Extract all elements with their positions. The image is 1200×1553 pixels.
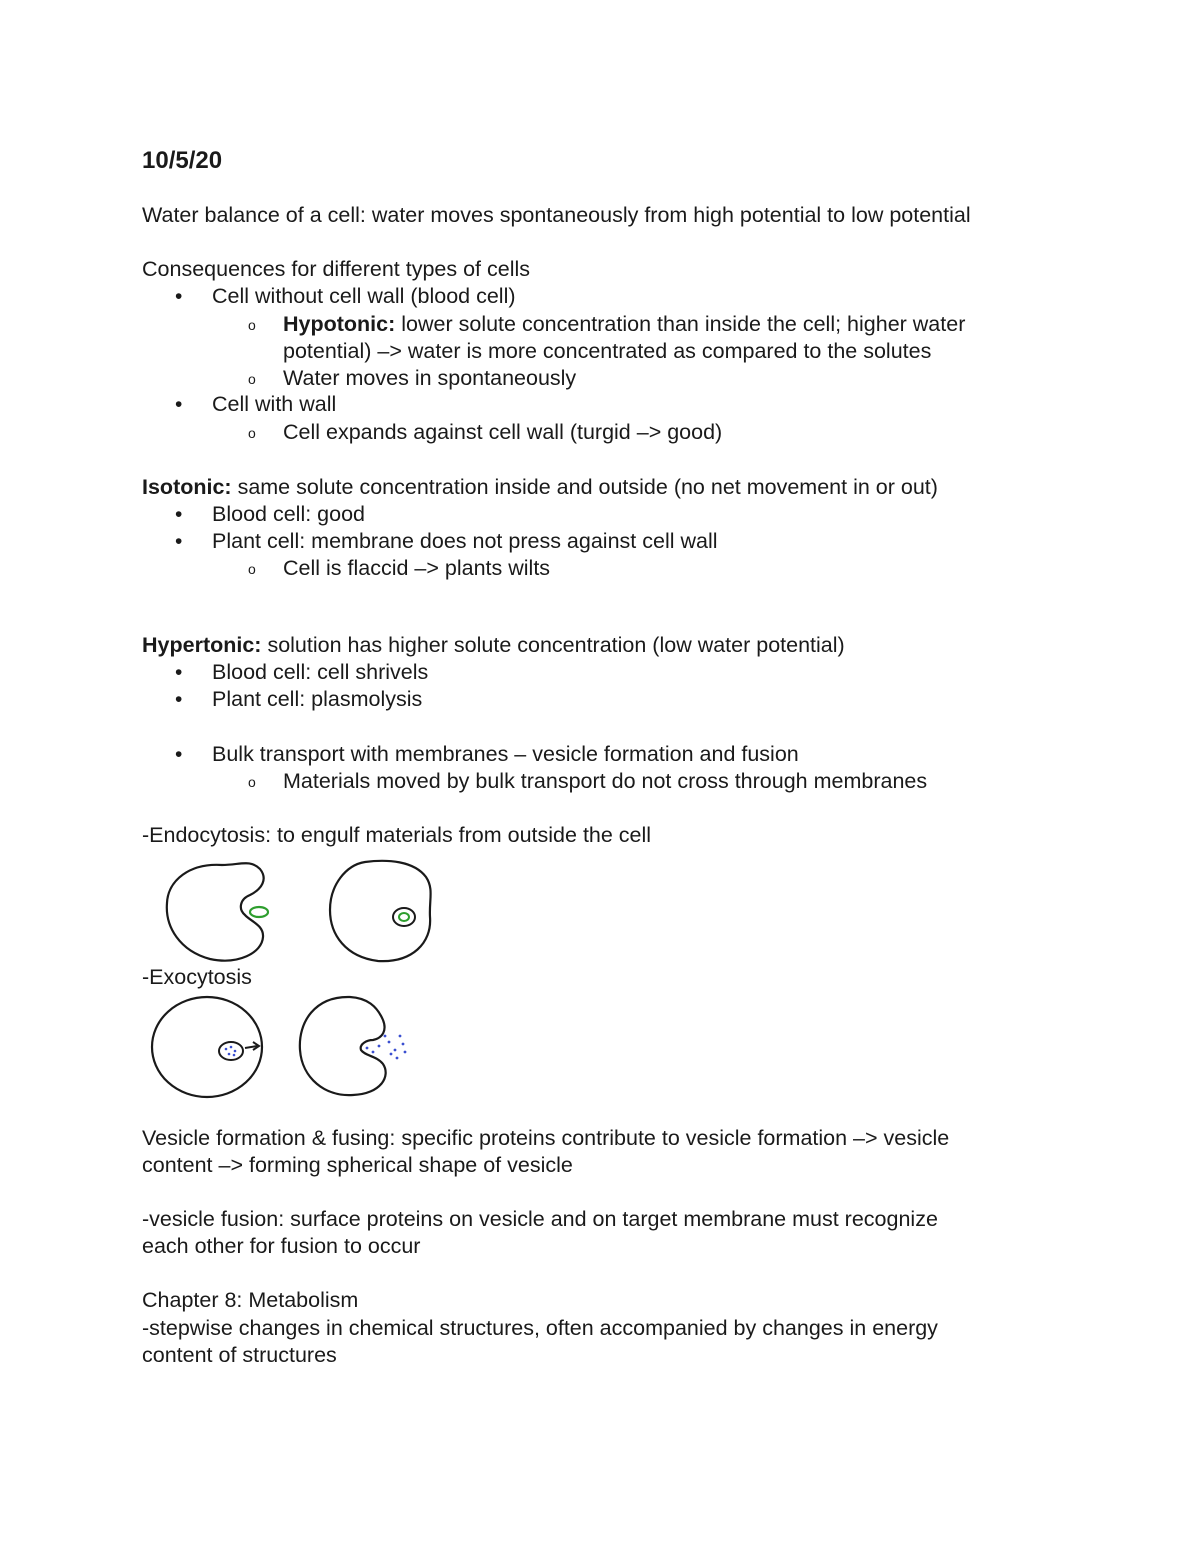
hypertonic-term: Hypertonic:: [142, 633, 262, 657]
vesicle-fusion-line-2: each other for fusion to occur: [142, 1234, 421, 1258]
bullet-icon: •: [175, 661, 183, 684]
hypotonic-item: [283, 311, 965, 338]
bullet-icon: •: [175, 393, 183, 416]
sub-bullet-icon: o: [248, 317, 256, 333]
sub-bullet-icon: o: [248, 371, 256, 387]
vesicle-fusion-line-1: -vesicle fusion: surface proteins on vesicle and on target membrane must recognize: [142, 1207, 938, 1231]
exocytosis-figure: [145, 992, 425, 1102]
hypotonic-term: Hypotonic:: [283, 312, 396, 336]
hypertonic-paragraph: [142, 632, 845, 659]
expands-item: Cell expands against cell wall (turgid –> good): [283, 420, 723, 444]
vesicle-formation-line-2: content –> forming spherical shape of vesicle: [142, 1153, 573, 1177]
exocytosis-vesicle-contents: [225, 1046, 237, 1057]
isotonic-paragraph: [142, 474, 938, 501]
bullet-icon: •: [175, 743, 183, 766]
water-balance-text: Water balance of a cell: water moves spontaneously from high potential to low potential: [142, 203, 971, 227]
endocytosis-figure: [150, 855, 450, 965]
isotonic-plant-item: Plant cell: membrane does not press against cell wall: [212, 529, 718, 553]
exocytosis-heading: -Exocytosis: [142, 965, 252, 989]
endocytosis-vesicle-outer: [393, 908, 415, 926]
endocytosis-vesicle-inner: [399, 913, 409, 921]
endocytosis-cell-engulfed: [330, 861, 431, 961]
vesicle-formation-line-1: Vesicle formation & fusing: specific proteins contribute to vesicle formation –> vesicle: [142, 1126, 950, 1150]
isotonic-blood-item: Blood cell: good: [212, 502, 365, 526]
chapter-heading: Chapter 8: Metabolism: [142, 1288, 359, 1312]
bullet-icon: •: [175, 503, 183, 526]
hypotonic-cont: potential) –> water is more concentrated as compared to the solutes: [283, 339, 932, 363]
hypotonic-text: lower solute concentration than inside the cell; higher water: [395, 312, 966, 336]
hypertonic-text: solution has higher solute concentration (low water potential): [261, 633, 845, 657]
sub-bullet-icon: o: [248, 774, 256, 790]
bulk-transport-item: Bulk transport with membranes – vesicle formation and fusion: [212, 742, 799, 766]
bullet-icon: •: [175, 688, 183, 711]
date-heading: 10/5/20: [142, 147, 223, 174]
with-wall-item: Cell with wall: [212, 392, 337, 416]
bullet-icon: •: [175, 530, 183, 553]
no-wall-item: Cell without cell wall (blood cell): [212, 284, 516, 308]
exocytosis-cell-fusing: [300, 997, 386, 1095]
metabolism-line-1: -stepwise changes in chemical structures, often accompanied by changes in energy: [142, 1316, 938, 1340]
flaccid-item: Cell is flaccid –> plants wilts: [283, 556, 551, 580]
metabolism-line-2: content of structures: [142, 1343, 337, 1367]
endocytosis-heading: -Endocytosis: to engulf materials from outside the cell: [142, 823, 652, 847]
consequences-heading: Consequences for different types of cells: [142, 257, 531, 281]
bulk-transport-sub-item: Materials moved by bulk transport do not cross through membranes: [283, 769, 928, 793]
exocytosis-vesicle: [219, 1042, 243, 1060]
sub-bullet-icon: o: [248, 425, 256, 441]
endocytosis-vesicle-forming: [250, 907, 268, 917]
water-in-item: Water moves in spontaneously: [283, 366, 577, 390]
bullet-icon: •: [175, 285, 183, 308]
sub-bullet-icon: o: [248, 561, 256, 577]
isotonic-term: Isotonic:: [142, 475, 232, 499]
hypertonic-blood-item: Blood cell: cell shrivels: [212, 660, 429, 684]
isotonic-text: same solute concentration inside and outside (no net movement in or out): [231, 475, 938, 499]
hypertonic-plant-item: Plant cell: plasmolysis: [212, 687, 423, 711]
